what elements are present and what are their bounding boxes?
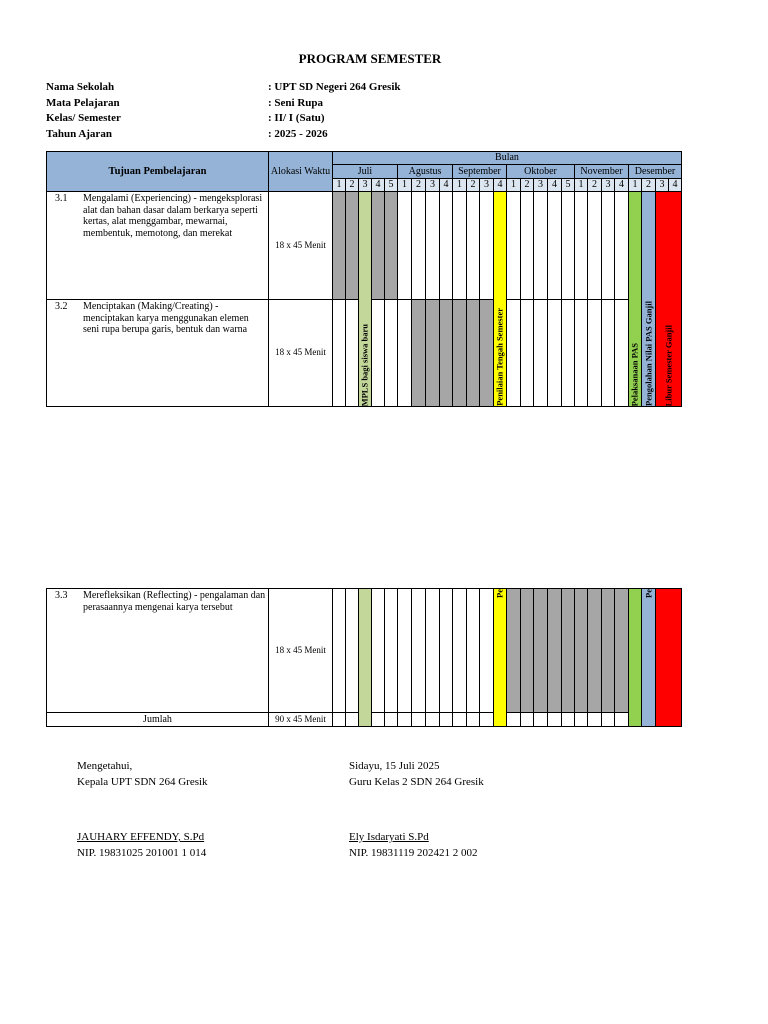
timeline-cell	[385, 713, 398, 727]
pas-marker	[629, 589, 642, 727]
header-bulan: Bulan	[333, 152, 682, 165]
timeline-cell	[398, 300, 412, 407]
week-number: 4	[615, 179, 629, 192]
timeline-cell	[615, 589, 629, 713]
pts-marker	[494, 589, 507, 727]
sig-right-line2: Guru Kelas 2 SDN 264 Gresik	[349, 776, 484, 788]
week-number: 1	[453, 179, 467, 192]
page-gap	[333, 407, 682, 589]
week-number: 4	[372, 179, 385, 192]
week-number: 1	[398, 179, 412, 192]
pengolahan-marker-label: Pe	[643, 589, 653, 598]
timeline-cell	[467, 192, 480, 300]
timeline-cell	[440, 713, 453, 727]
timeline-cell	[346, 713, 359, 727]
info-label: Tahun Ajaran	[46, 127, 112, 140]
sig-left-line1: Mengetahui,	[77, 760, 133, 772]
mpls-marker	[359, 589, 372, 727]
jumlah-value: 90 x 45 Menit	[269, 713, 333, 727]
timeline-cell	[412, 589, 426, 713]
timeline-cell	[534, 192, 548, 300]
week-number: 5	[385, 179, 398, 192]
info-value: : II/ I (Satu)	[268, 112, 325, 124]
info-row-mapel	[46, 96, 401, 112]
info-row-sekolah	[46, 80, 401, 96]
week-number: 4	[440, 179, 453, 192]
timeline-cell	[385, 300, 398, 407]
timeline-cell	[588, 713, 602, 727]
timeline-cell	[521, 713, 534, 727]
timeline-cell	[534, 300, 548, 407]
timeline-cell	[412, 300, 426, 407]
timeline-cell	[521, 192, 534, 300]
pengolahan-marker	[642, 589, 656, 727]
info-value: : UPT SD Negeri 264 Gresik	[268, 81, 401, 93]
alokasi-cell: 18 x 45 Menit	[269, 589, 333, 713]
month-desember: Desember	[629, 165, 682, 179]
page-title: PROGRAM SEMESTER	[298, 51, 442, 66]
tujuan-cell	[47, 589, 269, 713]
tp-text: Merefleksikan (Reflecting) - pengalaman dan perasaannya mengenai karya tersebut	[83, 590, 266, 613]
timeline-cell	[480, 192, 494, 300]
timeline-cell	[521, 300, 534, 407]
timeline-cell	[385, 589, 398, 713]
header-alokasi: Alokasi Waktu	[269, 152, 333, 192]
sig-left-nip: NIP. 19831025 201001 1 014	[77, 847, 207, 859]
sig-right-line1: Sidayu, 15 Juli 2025	[349, 760, 440, 772]
week-number: 2	[467, 179, 480, 192]
month-november: November	[575, 165, 629, 179]
timeline-cell	[562, 300, 575, 407]
timeline-cell	[333, 192, 346, 300]
timeline-cell	[480, 300, 494, 407]
tp-number: 3.1	[55, 193, 68, 204]
sig-left-line2: Kepala UPT SDN 264 Gresik	[77, 776, 208, 788]
timeline-cell	[426, 192, 440, 300]
timeline-cell	[615, 192, 629, 300]
tp-text: Menciptakan (Making/Creating) - menciptakan karya menggunakan elemen seni rupa berupa garis, bentuk dan warna	[83, 301, 249, 335]
timeline-cell	[412, 713, 426, 727]
week-number: 1	[333, 179, 346, 192]
week-number: 4	[548, 179, 562, 192]
timeline-cell	[440, 300, 453, 407]
timeline-cell	[521, 589, 534, 713]
timeline-cell	[602, 300, 615, 407]
month-agustus: Agustus	[398, 165, 453, 179]
alokasi-cell: 18 x 45 Menit	[269, 300, 333, 407]
timeline-cell	[333, 713, 346, 727]
tujuan-cell	[47, 300, 269, 407]
timeline-cell	[412, 192, 426, 300]
timeline-cell	[480, 589, 494, 713]
week-number: 3	[602, 179, 615, 192]
timeline-cell	[548, 192, 562, 300]
timeline-cell	[615, 300, 629, 407]
timeline-cell	[534, 713, 548, 727]
week-number: 3	[534, 179, 548, 192]
timeline-cell	[562, 713, 575, 727]
timeline-cell	[372, 713, 385, 727]
pas-marker	[629, 192, 642, 407]
timeline-cell	[562, 192, 575, 300]
tujuan-cell	[47, 192, 269, 300]
libur-marker-label: Libur Semester Ganjil	[663, 324, 673, 406]
info-row-tahun	[46, 127, 401, 143]
signature-right	[349, 758, 484, 861]
timeline-cell	[575, 589, 588, 713]
timeline-cell	[346, 192, 359, 300]
timeline-cell	[548, 713, 562, 727]
timeline-cell	[602, 192, 615, 300]
timeline-cell	[615, 713, 629, 727]
timeline-cell	[346, 300, 359, 407]
pengolahan-marker	[642, 192, 656, 407]
alokasi-cell: 18 x 45 Menit	[269, 192, 333, 300]
program-table	[46, 151, 682, 727]
week-number: 1	[575, 179, 588, 192]
week-number: 4	[494, 179, 507, 192]
timeline-cell	[346, 589, 359, 713]
timeline-cell	[440, 589, 453, 713]
signature-left	[77, 758, 208, 861]
tp-text: Mengalami (Experiencing) - mengeksplorasi alat dan bahan dasar dalam berkarya seperti kertas, alat menggambar, mewarnai, membentuk, memotong, dan merekat	[83, 193, 263, 239]
timeline-cell	[588, 192, 602, 300]
week-number: 2	[346, 179, 359, 192]
timeline-cell	[398, 589, 412, 713]
timeline-cell	[602, 713, 615, 727]
timeline-cell	[575, 713, 588, 727]
week-number: 1	[629, 179, 642, 192]
info-label: Nama Sekolah	[46, 81, 115, 93]
mpls-marker-label: MPLS bagi siswa baru	[359, 323, 370, 406]
timeline-cell	[507, 192, 521, 300]
week-number: 2	[412, 179, 426, 192]
timeline-cell	[575, 192, 588, 300]
week-number: 2	[521, 179, 534, 192]
timeline-cell	[385, 192, 398, 300]
timeline-cell	[333, 300, 346, 407]
jumlah-label: Jumlah	[47, 713, 269, 727]
timeline-cell	[534, 589, 548, 713]
pas-marker-label: Pelaksanaan PAS	[629, 342, 640, 406]
timeline-cell	[602, 589, 615, 713]
pts-marker	[494, 192, 507, 407]
timeline-cell	[372, 589, 385, 713]
timeline-cell	[453, 589, 467, 713]
week-number: 3	[426, 179, 440, 192]
info-block	[46, 80, 401, 142]
week-number: 3	[656, 179, 669, 192]
week-number: 2	[642, 179, 656, 192]
week-number: 4	[669, 179, 682, 192]
mpls-marker	[359, 192, 372, 407]
month-september: September	[453, 165, 507, 179]
timeline-cell	[507, 300, 521, 407]
timeline-cell	[507, 589, 521, 713]
timeline-cell	[548, 589, 562, 713]
week-number: 3	[359, 179, 372, 192]
page-gap	[269, 407, 333, 589]
timeline-cell	[372, 192, 385, 300]
week-number: 3	[480, 179, 494, 192]
sig-right-name: Ely Isdaryati S.Pd	[349, 831, 429, 843]
timeline-cell	[453, 192, 467, 300]
timeline-cell	[426, 300, 440, 407]
info-row-kelas	[46, 111, 401, 127]
info-value: : 2025 - 2026	[268, 127, 328, 140]
pengolahan-marker-label: Pengolahan Nilai PAS Ganjil	[643, 301, 653, 406]
pts-marker-label: Pe	[494, 589, 505, 598]
libur-marker	[656, 192, 682, 407]
timeline-cell	[453, 300, 467, 407]
timeline-cell	[467, 713, 480, 727]
week-number: 2	[588, 179, 602, 192]
libur-marker	[656, 589, 682, 727]
timeline-cell	[398, 713, 412, 727]
timeline-cell	[507, 713, 521, 727]
month-oktober: Oktober	[507, 165, 575, 179]
timeline-cell	[467, 589, 480, 713]
timeline-cell	[548, 300, 562, 407]
info-label: Mata Pelajaran	[46, 96, 120, 109]
info-value: : Seni Rupa	[268, 96, 324, 109]
timeline-cell	[588, 300, 602, 407]
timeline-cell	[480, 713, 494, 727]
tp-number: 3.2	[55, 301, 68, 312]
timeline-cell	[333, 589, 346, 713]
sig-left-name: JAUHARY EFFENDY, S.Pd	[77, 831, 205, 843]
week-number: 5	[562, 179, 575, 192]
pts-marker-label: Penilaian Tengah Semester	[494, 308, 505, 406]
timeline-cell	[575, 300, 588, 407]
week-number: 1	[507, 179, 521, 192]
timeline-cell	[426, 589, 440, 713]
timeline-cell	[562, 589, 575, 713]
timeline-cell	[398, 192, 412, 300]
tp-number: 3.3	[55, 590, 68, 601]
timeline-cell	[588, 589, 602, 713]
timeline-cell	[453, 713, 467, 727]
header-tujuan: Tujuan Pembelajaran	[47, 152, 269, 192]
timeline-cell	[426, 713, 440, 727]
page-gap	[47, 407, 269, 589]
timeline-cell	[372, 300, 385, 407]
timeline-cell	[440, 192, 453, 300]
timeline-cell	[467, 300, 480, 407]
month-juli: Juli	[333, 165, 398, 179]
sig-right-nip: NIP. 19831119 202421 2 002	[349, 847, 478, 859]
info-label: Kelas/ Semester	[46, 112, 121, 124]
